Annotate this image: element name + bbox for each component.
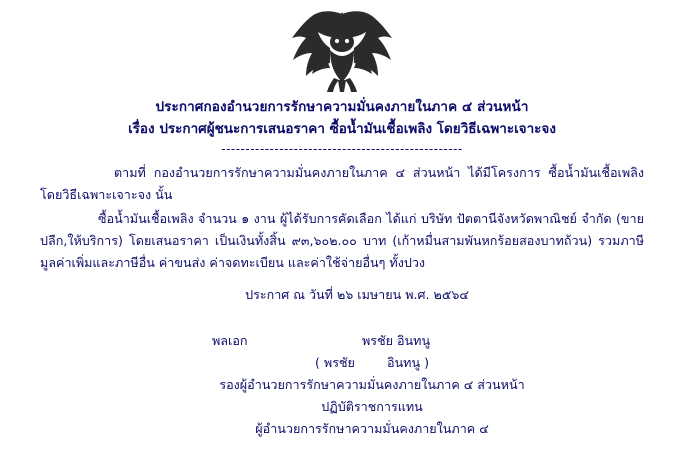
document-body xyxy=(40,162,644,274)
signature-position-1: รองผู้อำนวยการรักษาความมั่นคงภายในภาค ๔ ส่วนหน้า xyxy=(219,377,525,392)
title-block xyxy=(40,96,644,140)
paragraph-2: ซื้อน้ำมันเชื้อเพลิง จำนวน ๑ งาน ผู้ได้รับการคัดเลือก ได้แก่ บริษัท ปัตตานีจังหวัดพาณิชย์ จำกัด (ขายปลีก,ให้บริการ) โดยเสนอราคา เป็นเงินทั้งสิ้น ๙๓,๖๐๒.๐๐ บาท (เก้าหมื่นสามพันหกร้อยสองบาทถ้วน) รวมภาษีมูลค่าเพิ่มและภาษีอื่น ค่าขนส่ง ค่าจดทะเบียน และค่าใช้จ่ายอื่นๆ ทั้งปวง xyxy=(40,211,644,270)
announcement-date: ประกาศ ณ วันที่ ๒๖ เมษายน พ.ศ. ๒๕๖๔ xyxy=(245,287,469,302)
signature-name-paren xyxy=(100,352,644,374)
divider: -------------------------------------------------- xyxy=(221,142,463,156)
signature-name: พรชัย อินทนู xyxy=(362,333,431,348)
signature-name-first: ( พรชัย xyxy=(315,355,355,370)
signature-block xyxy=(40,330,644,440)
garuda-emblem xyxy=(284,8,400,92)
signature-rank-row xyxy=(100,330,644,352)
document-subtitle: เรื่อง ประกาศผู้ชนะการเสนอราคา ซื้อน้ำมันเชื้อเพลิง โดยวิธีเฉพาะเจาะจง xyxy=(128,121,556,137)
signature-rank: พลเอก xyxy=(212,333,248,348)
paragraph-1: ตามที่ กองอำนวยการรักษาความมั่นคงภายในภาค ๔ ส่วนหน้า ได้มีโครงการ ซื้อน้ำมันเชื้อเพลิง โดยวิธีเฉพาะเจาะจง นั้น xyxy=(40,165,644,202)
document-title: ประกาศกองอำนวยการรักษาความมั่นคงภายในภาค ๔ ส่วนหน้า xyxy=(155,99,529,115)
signature-name-last: อินทนู ) xyxy=(387,355,429,370)
signature-position-2: ปฏิบัติราชการแทน xyxy=(321,399,423,414)
signature-position-3: ผู้อำนวยการรักษาความมั่นคงภายในภาค ๔ xyxy=(255,421,489,436)
